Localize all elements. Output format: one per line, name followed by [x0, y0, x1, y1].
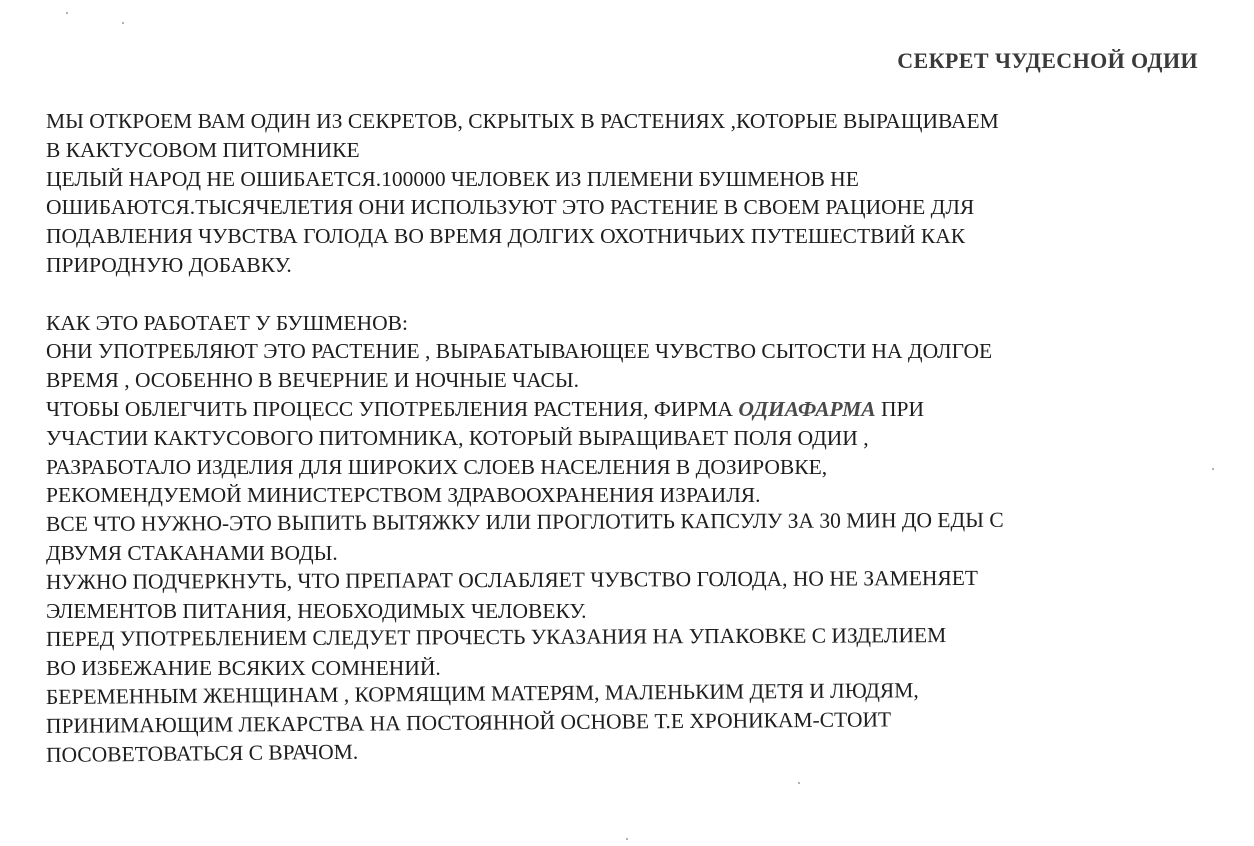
text-line: ВРЕМЯ , ОСОБЕННО В ВЕЧЕРНИЕ И НОЧНЫЕ ЧАСЫ.	[46, 368, 579, 393]
section-heading: КАК ЭТО РАБОТАЕТ У БУШМЕНОВ:	[46, 310, 408, 335]
how-it-works-section	[46, 309, 1226, 770]
text-line: ВО ИЗБЕЖАНИЕ ВСЯКИХ СОМНЕНИЙ.	[46, 656, 441, 681]
text-line: В КАКТУСОВОМ ПИТОМНИКЕ	[46, 137, 360, 162]
text-line: ПЕРЕД УПОТРЕБЛЕНИЕМ СЛЕДУЕТ ПРОЧЕСТЬ УКАЗАНИЯ НА УПАКОВКЕ С ИЗДЕЛИЕМ	[45, 623, 947, 652]
text-line: ПРИРОДНУЮ ДОБАВКУ.	[46, 252, 292, 277]
text-line: ОНИ УПОТРЕБЛЯЮТ ЭТО РАСТЕНИЕ , ВЫРАБАТЫВАЮЩЕЕ ЧУВСТВО СЫТОСТИ НА ДОЛГОЕ	[46, 339, 993, 364]
text-line: ЦЕЛЫЙ НАРОД НЕ ОШИБАЕТСЯ.100000 ЧЕЛОВЕК ИЗ ПЛЕМЕНИ БУШМЕНОВ НЕ	[46, 166, 859, 191]
intro-paragraph	[46, 107, 1226, 280]
text-line: ДВУМЯ СТАКАНАМИ ВОДЫ.	[46, 540, 338, 565]
text-line: УЧАСТИИ КАКТУСОВОГО ПИТОМНИКА, КОТОРЫЙ ВЫРАЩИВАЕТ ПОЛЯ ОДИИ ,	[46, 425, 869, 450]
paragraph-gap	[46, 280, 1226, 309]
text-line: ОШИБАЮТСЯ.ТЫСЯЧЕЛЕТИЯ ОНИ ИСПОЛЬЗУЮТ ЭТО РАСТЕНИЕ В СВОЕМ РАЦИОНЕ ДЛЯ	[46, 195, 975, 220]
scan-speck	[122, 22, 124, 24]
scan-speck	[798, 782, 800, 784]
scan-speck	[626, 838, 628, 840]
text-line: НУЖНО ПОДЧЕРКНУТЬ, ЧТО ПРЕПАРАТ ОСЛАБЛЯЕТ ЧУВСТВО ГОЛОДА, НО НЕ ЗАМЕНЯЕТ	[45, 565, 979, 594]
document-body	[46, 107, 1226, 769]
text-line: МЫ ОТКРОЕМ ВАМ ОДИН ИЗ СЕКРЕТОВ, СКРЫТЫХ В РАСТЕНИЯХ ,КОТОРЫЕ ВЫРАЩИВАЕМ	[46, 109, 999, 133]
firm-name: ОДИАФАРМА	[738, 396, 876, 421]
firm-line	[46, 395, 1226, 424]
text-line: ВСЕ ЧТО НУЖНО-ЭТО ВЫПИТЬ ВЫТЯЖКУ ИЛИ ПРОГЛОТИТЬ КАПСУЛУ ЗА 30 МИН ДО ЕДЫ С	[45, 507, 1004, 537]
text-line: РАЗРАБОТАЛО ИЗДЕЛИЯ ДЛЯ ШИРОКИХ СЛОЕВ НАСЕЛЕНИЯ В ДОЗИРОВКЕ,	[46, 454, 828, 479]
text-line: БЕРЕМЕННЫМ ЖЕНЩИНАМ , КОРМЯЩИМ МАТЕРЯМ, МАЛЕНЬКИМ ДЕТЯ И ЛЮДЯМ,	[45, 678, 919, 709]
text-line: РЕКОМЕНДУЕМОЙ МИНИСТЕРСТВОМ ЗДРАВООХРАНЕНИЯ ИЗРАИЛЯ.	[46, 483, 761, 508]
scan-speck	[1212, 468, 1214, 470]
firm-line-end: ПРИ	[875, 396, 924, 421]
document-title: СЕКРЕТ ЧУДЕСНОЙ ОДИИ	[897, 48, 1198, 73]
scan-speck	[66, 12, 68, 14]
text-line: ПОДАВЛЕНИЯ ЧУВСТВА ГОЛОДА ВО ВРЕМЯ ДОЛГИХ ОХОТНИЧЬИХ ПУТЕШЕСТВИЙ КАК	[46, 224, 966, 249]
text-line: ПРИНИМАЮЩИМ ЛЕКАРСТВА НА ПОСТОЯННОЙ ОСНОВЕ Т.Е ХРОНИКАМ-СТОИТ	[45, 707, 892, 738]
firm-line-start: ЧТОБЫ ОБЛЕГЧИТЬ ПРОЦЕСС УПОТРЕБЛЕНИЯ РАСТЕНИЯ, ФИРМА	[46, 396, 739, 421]
text-line: ЭЛЕМЕНТОВ ПИТАНИЯ, НЕОБХОДИМЫХ ЧЕЛОВЕКУ.	[46, 598, 587, 623]
text-line: ПОСОВЕТОВАТЬСЯ С ВРАЧОМ.	[45, 739, 359, 767]
